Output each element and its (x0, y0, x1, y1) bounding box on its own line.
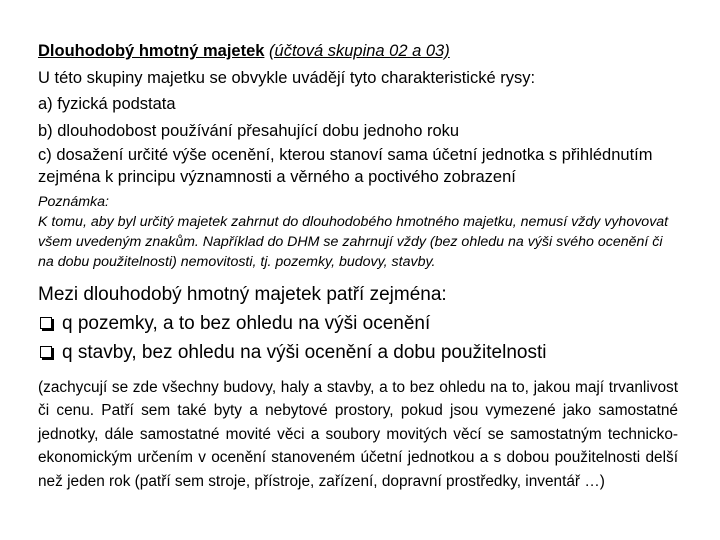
list-item-text: q stavby, bez ohledu na výši ocenění a dobu použitelnosti (62, 342, 547, 363)
detail-paragraph: (zachycují se zde všechny budovy, haly a stavby, a to bez ohledu na to, jakou mají trvanlivost či cenu. Patří sem také byty a nebytové prostory, pokud jsou vymezené jako samostatné jednotky, dále samostatné movité věci a soubory movitých věcí se samostatným technicko-ekonomickým určením v ocenění stanoveném účetní jednotkou a s dobou použitelnosti delší než jeden rok (patří sem stroje, přístroje, zařízení, dopravní prostředky, inventář …) (38, 379, 678, 490)
trait-item: a) fyzická podstata (38, 95, 176, 113)
slide-content (38, 38, 678, 493)
heading (38, 38, 678, 65)
list-item-text: q pozemky, a to bez ohledu na výši ocenění (62, 313, 431, 334)
list-heading: Mezi dlouhodobý hmotný majetek patří zejména: (38, 284, 447, 305)
trait-item: c) dosažení určité výše ocenění, kterou stanoví sama účetní jednotka s přihlédnutím zejména k principu významnosti a věrného a poctivého zobrazení (38, 146, 653, 186)
note-text: K tomu, aby byl určitý majetek zahrnut do dlouhodobého hmotného majetku, nemusí vždy vyhovovat všem uvedeným znakům. Například do DHM se zahrnují vždy (bez ohledu na výši svého ocenění či na dobu použitelnosti) nemovitosti, tj. pozemky, budovy, stavby. (38, 214, 669, 270)
list-item (38, 338, 678, 367)
note-block (38, 192, 678, 272)
intro-text: U této skupiny majetku se obvykle uvádějí tyto charakteristické rysy: (38, 68, 536, 87)
heading-main: Dlouhodobý hmotný majetek (38, 42, 265, 60)
checkbox-bullet-icon (40, 317, 52, 329)
note-label: Poznámka: (38, 194, 109, 210)
checkbox-bullet-icon (40, 346, 52, 358)
list-item (38, 309, 678, 338)
heading-sub: (účtová skupina 02 a 03) (269, 42, 450, 60)
trait-item: b) dlouhodobost používání přesahující dobu jednoho roku (38, 121, 460, 140)
